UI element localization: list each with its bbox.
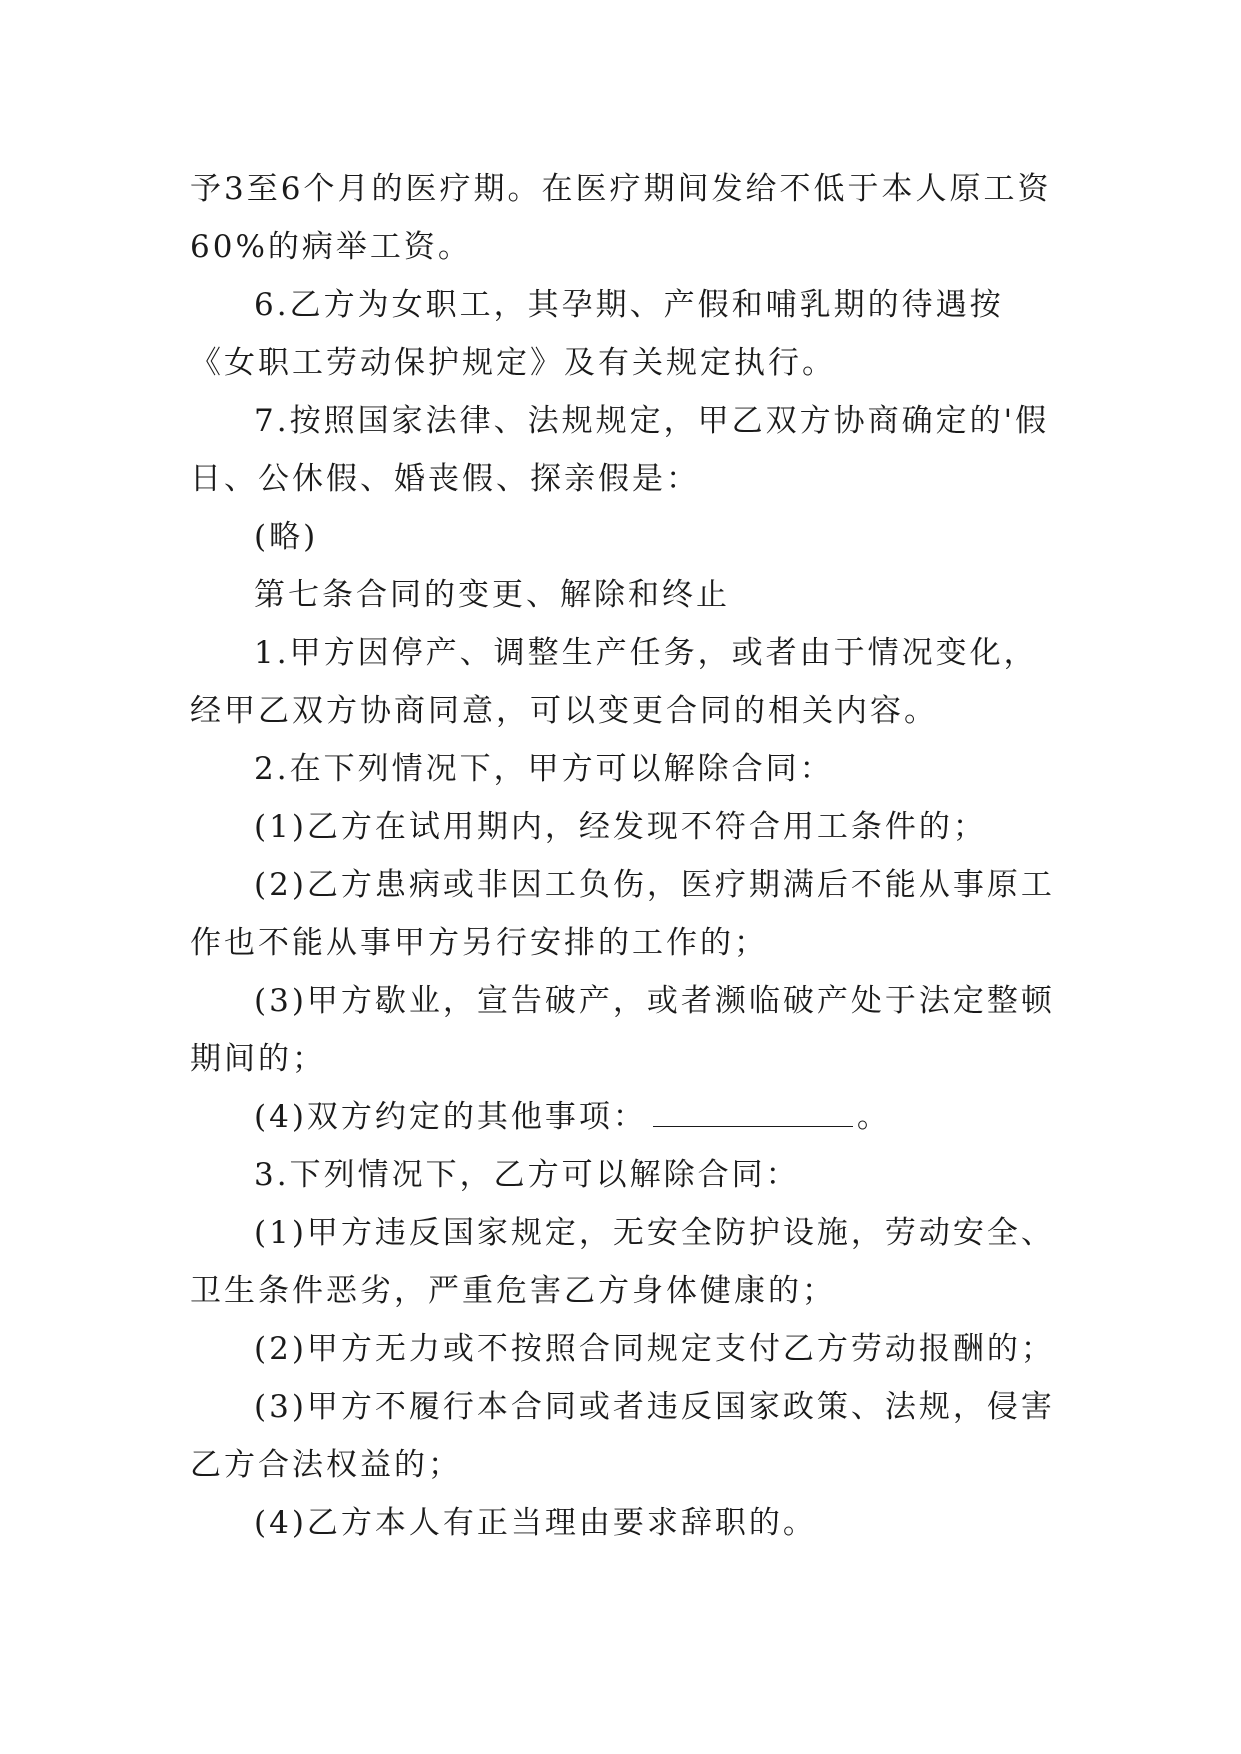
document-body <box>190 160 1060 1552</box>
paragraph: 1.甲方因停产、调整生产任务，或者由于情况变化，经甲乙双方协商同意，可以变更合同的相关内容。 <box>190 635 1038 729</box>
paragraph: 6.乙方为女职工，其孕期、产假和哺乳期的待遇按《女职工劳动保护规定》及有关规定执行。 <box>190 287 1004 381</box>
section-heading: 第七条合同的变更、解除和终止 <box>254 577 730 613</box>
fill-in-blank-line <box>653 1096 853 1127</box>
list-item: (3)甲方歇业，宣告破产，或者濒临破产处于法定整顿期间的； <box>190 983 1055 1077</box>
paragraph: (略) <box>254 519 319 555</box>
paragraph: 2.在下列情况下，甲方可以解除合同： <box>254 751 834 787</box>
paragraph: 7.按照国家法律、法规规定，甲乙双方协商确定的'假日、公休假、婚丧假、探亲假是： <box>190 403 1050 497</box>
list-item: (3)甲方不履行本合同或者违反国家政策、法规，侵害乙方合法权益的； <box>190 1389 1055 1483</box>
list-item-text: (4)双方约定的其他事项： <box>254 1099 647 1135</box>
paragraph: 3.下列情况下，乙方可以解除合同： <box>254 1157 800 1193</box>
list-item-with-blank <box>190 1088 1060 1146</box>
paragraph: 予3至6个月的医疗期。在医疗期间发给不低于本人原工资60%的病举工资。 <box>190 171 1052 265</box>
list-item: (2)甲方无力或不按照合同规定支付乙方劳动报酬的； <box>254 1331 1055 1367</box>
list-item: (4)乙方本人有正当理由要求辞职的。 <box>254 1505 817 1541</box>
list-item: (2)乙方患病或非因工负伤，医疗期满后不能从事原工作也不能从事甲方另行安排的工作的； <box>190 867 1055 961</box>
list-item: (1)甲方违反国家规定，无安全防护设施，劳动安全、卫生条件恶劣，严重危害乙方身体健康的； <box>190 1215 1055 1309</box>
list-item: (1)乙方在试用期内，经发现不符合用工条件的； <box>254 809 987 845</box>
list-item-end-punctuation: 。 <box>856 1099 891 1135</box>
